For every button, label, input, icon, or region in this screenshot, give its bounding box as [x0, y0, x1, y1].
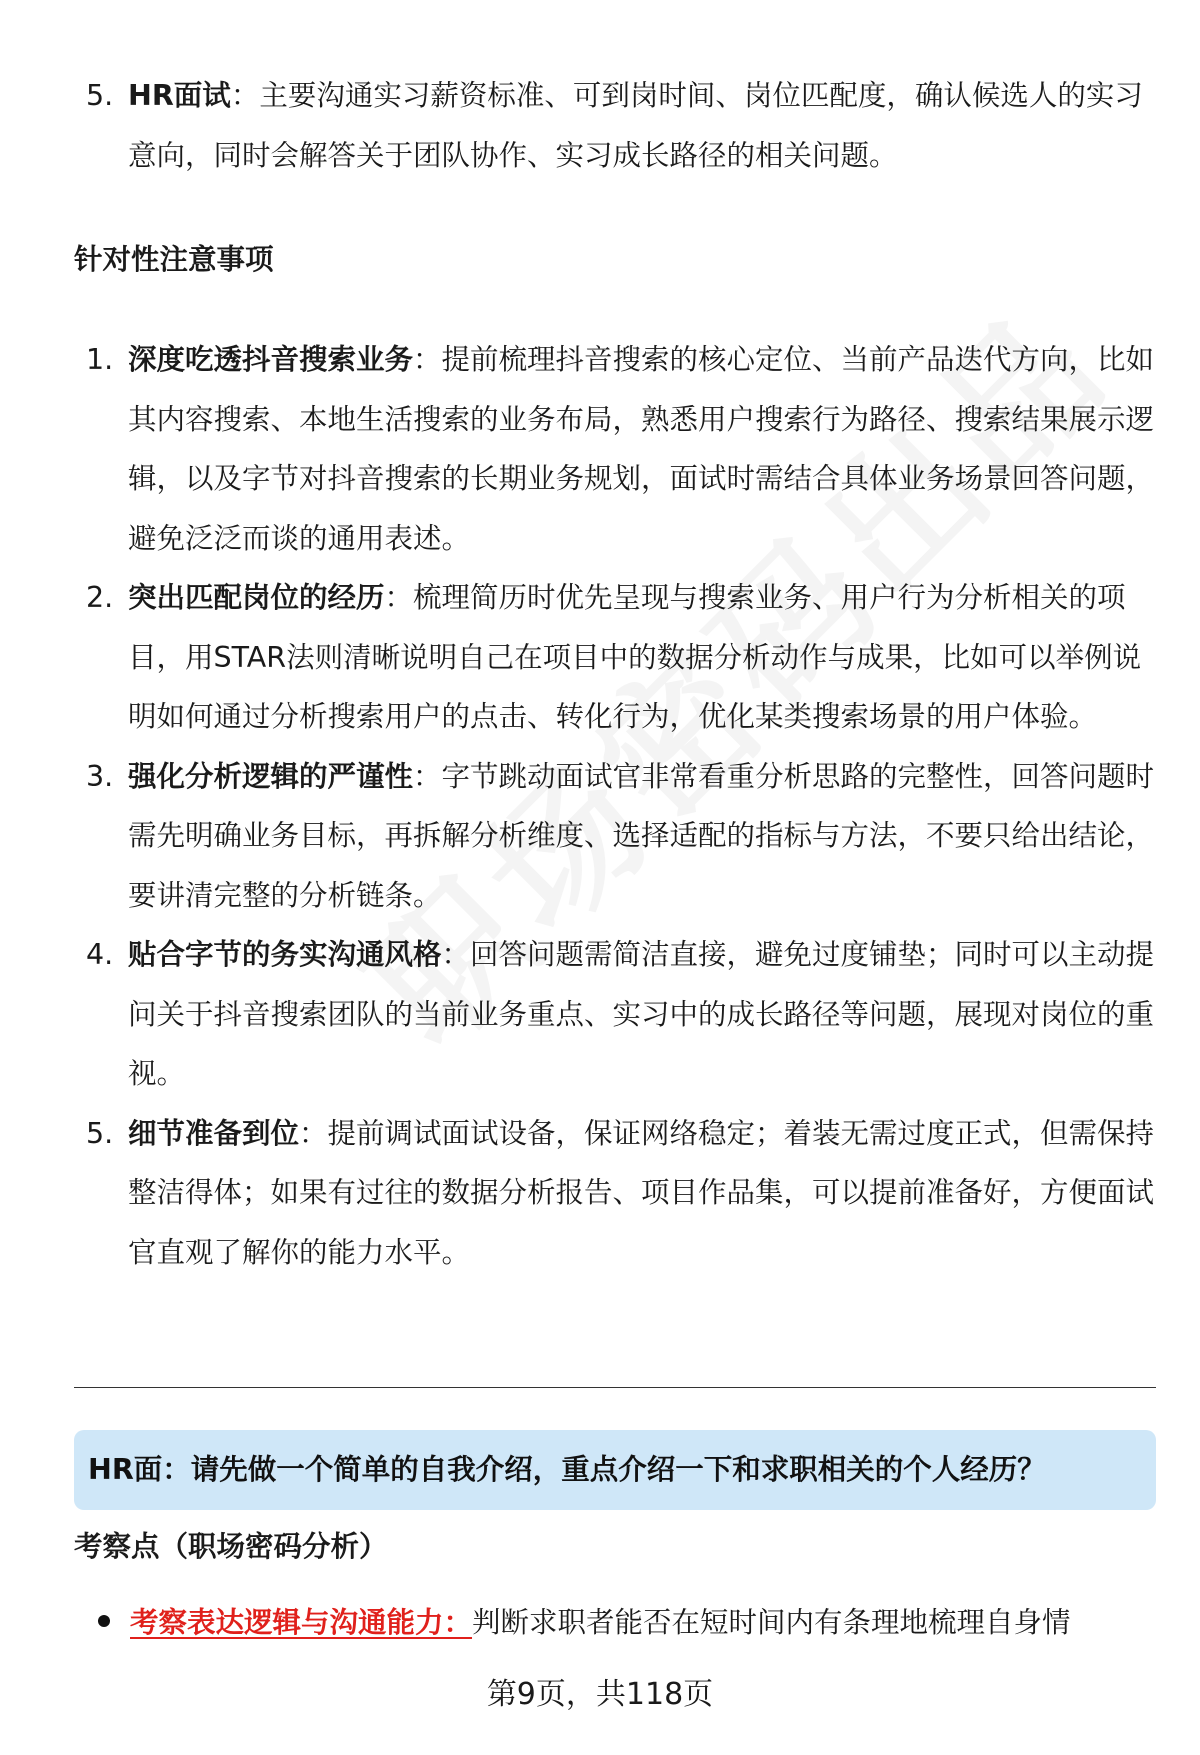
- item-text: ：梳理简历时优先呈现与搜索业务、用户行为分析相关的项目，用STAR法则清晰说明自己在项目中的数据分析动作与成果，比如可以举例说明如何通过分析搜索用户的点击、转化行为，优化某类搜索场景的用户体验。: [128, 581, 1142, 733]
- list-item: [74, 747, 1156, 926]
- item-text: ：提前梳理抖音搜索的核心定位、当前产品迭代方向，比如其内容搜索、本地生活搜索的业务布局，熟悉用户搜索行为路径、搜索结果展示逻辑，以及字节对抖音搜索的长期业务规划，面试时需结合具体业务场景回答问题，避免泛泛而谈的通用表述。: [128, 343, 1155, 555]
- item-title: HR面试: [128, 79, 231, 112]
- list-item: [74, 330, 1156, 568]
- bullet-dot-icon: [98, 1615, 110, 1627]
- question-box: HR面：请先做一个简单的自我介绍，重点介绍一下和求职相关的个人经历？: [74, 1430, 1156, 1510]
- exam-point-label: 考察表达逻辑与沟通能力：: [130, 1606, 473, 1639]
- item-number: 2.: [86, 581, 114, 614]
- document-body: [74, 66, 1156, 1282]
- item-number: 3.: [86, 759, 114, 793]
- list-item: [74, 925, 1156, 1104]
- item-title: 强化分析逻辑的严谨性: [128, 759, 414, 793]
- notes-list: [74, 330, 1156, 1282]
- exam-points-heading: 考察点（职场密码分析）: [74, 1530, 388, 1563]
- hr-interview-item: [74, 66, 1156, 185]
- page-footer: 第9页，共118页: [486, 1677, 714, 1712]
- exam-point-text: 判断求职者能否在短时间内有条理地梳理自身情: [472, 1606, 1071, 1639]
- item-number: 4.: [86, 938, 114, 971]
- notes-heading: 针对性注意事项: [74, 243, 274, 276]
- item-title: 贴合字节的务实沟通风格: [128, 938, 442, 971]
- list-item: [74, 1104, 1156, 1283]
- item-title: 深度吃透抖音搜索业务: [128, 343, 414, 376]
- item-title: 细节准备到位: [128, 1116, 300, 1150]
- item-text: ：主要沟通实习薪资标准、可到岗时间、岗位匹配度，确认候选人的实习意向，同时会解答关于团队协作、实习成长路径的相关问题。: [128, 79, 1143, 172]
- item-number: 5.: [86, 1116, 114, 1150]
- item-text: ：提前调试面试设备，保证网络稳定；着装无需过度正式，但需保持整洁得体；如果有过往的数据分析报告、项目作品集，可以提前准备好，方便面试官直观了解你的能力水平。: [128, 1116, 1155, 1269]
- item-text: ：字节跳动面试官非常看重分析思路的完整性，回答问题时需先明确业务目标，再拆解分析维度、选择适配的指标与方法，不要只给出结论，要讲清完整的分析链条。: [128, 759, 1155, 912]
- item-text: ：回答问题需简洁直接，避免过度铺垫；同时可以主动提问关于抖音搜索团队的当前业务重点、实习中的成长路径等问题，展现对岗位的重视。: [128, 938, 1155, 1090]
- item-title: 突出匹配岗位的经历: [128, 581, 385, 614]
- item-number: 5.: [86, 79, 114, 112]
- exam-point-bullet: [98, 1603, 1071, 1643]
- item-number: 1.: [86, 343, 114, 376]
- section-divider: [74, 1387, 1156, 1388]
- list-item: [74, 568, 1156, 747]
